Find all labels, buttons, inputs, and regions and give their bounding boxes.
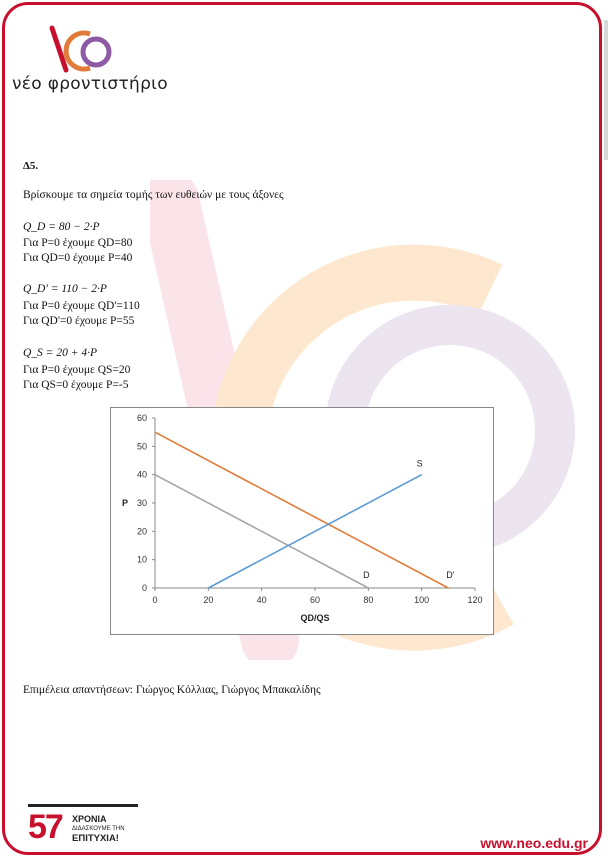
y-tick-label: 0 [141,583,147,593]
qd-line-2: Για QD=0 έχουμε P=40 [23,252,133,264]
x-tick-label: 100 [414,595,430,605]
website-link[interactable]: www.neo.edu.gr [480,835,588,851]
qs-line-1: Για P=0 έχουμε QS=20 [23,364,131,376]
logo-text: νέο φροντιστήριο [12,74,168,94]
series-label: D [363,570,370,580]
badge-line-1: ΧΡΟΝΙΑ [72,814,107,824]
y-tick-label: 60 [136,413,147,423]
badge-divider [28,804,138,807]
y-tick-label: 30 [136,498,147,508]
series-line-d-prime [155,432,448,588]
series-label: S [416,458,423,469]
y-tick-label: 40 [136,469,147,480]
badge-line-3: ΕΠΙΤΥΧΙΑ! [72,833,119,844]
intro-text: Βρίσκουμε τα σημεία τομής των ευθειών με τους άξονες [23,189,284,201]
qs-line-2: Για QS=0 έχουμε P=-5 [23,379,129,391]
y-tick-label: 10 [136,554,147,565]
credits-text: Επιμέλεια απαντήσεων: Γιώργος Κόλλιας, Γιώργος Μπακαλίδης [23,684,321,696]
x-tick-label: 80 [363,595,374,605]
series-line-s [208,475,421,588]
y-tick-label: 50 [136,441,147,452]
series-line-d [155,475,368,588]
qd-line-1: Για P=0 έχουμε QD=80 [23,237,133,249]
x-axis-title: QD/QS [300,613,330,623]
qdp-line-2: Για QD'=0 έχουμε P=55 [23,315,135,327]
badge-number: 57 [28,808,62,846]
qdp-line-1: Για P=0 έχουμε QD'=110 [23,300,140,312]
x-tick-label: 20 [203,595,214,605]
x-tick-label: 60 [309,595,321,605]
scrollbar[interactable] [604,20,608,160]
section-heading: Δ5. [23,160,39,172]
badge-text [72,814,125,844]
supply-demand-chart [110,407,494,635]
equation-qd: Q_D = 80 − 2·P [23,221,100,233]
x-tick-label: 120 [467,595,483,605]
y-tick-label: 20 [136,526,147,537]
equation-qs: Q_S = 20 + 4·P [23,347,97,359]
y-axis-title: P [121,498,129,508]
x-tick-label: 40 [256,595,267,605]
series-label: D' [446,570,455,580]
years-badge [28,808,138,846]
equation-qd-prime: Q_D' = 110 − 2·P [23,283,107,295]
chart-canvas [111,408,493,634]
x-tick-label: 0 [152,595,158,605]
badge-line-2: ΔΙΔΑΣΚΟΥΜΕ ΤΗΝ [72,826,125,832]
